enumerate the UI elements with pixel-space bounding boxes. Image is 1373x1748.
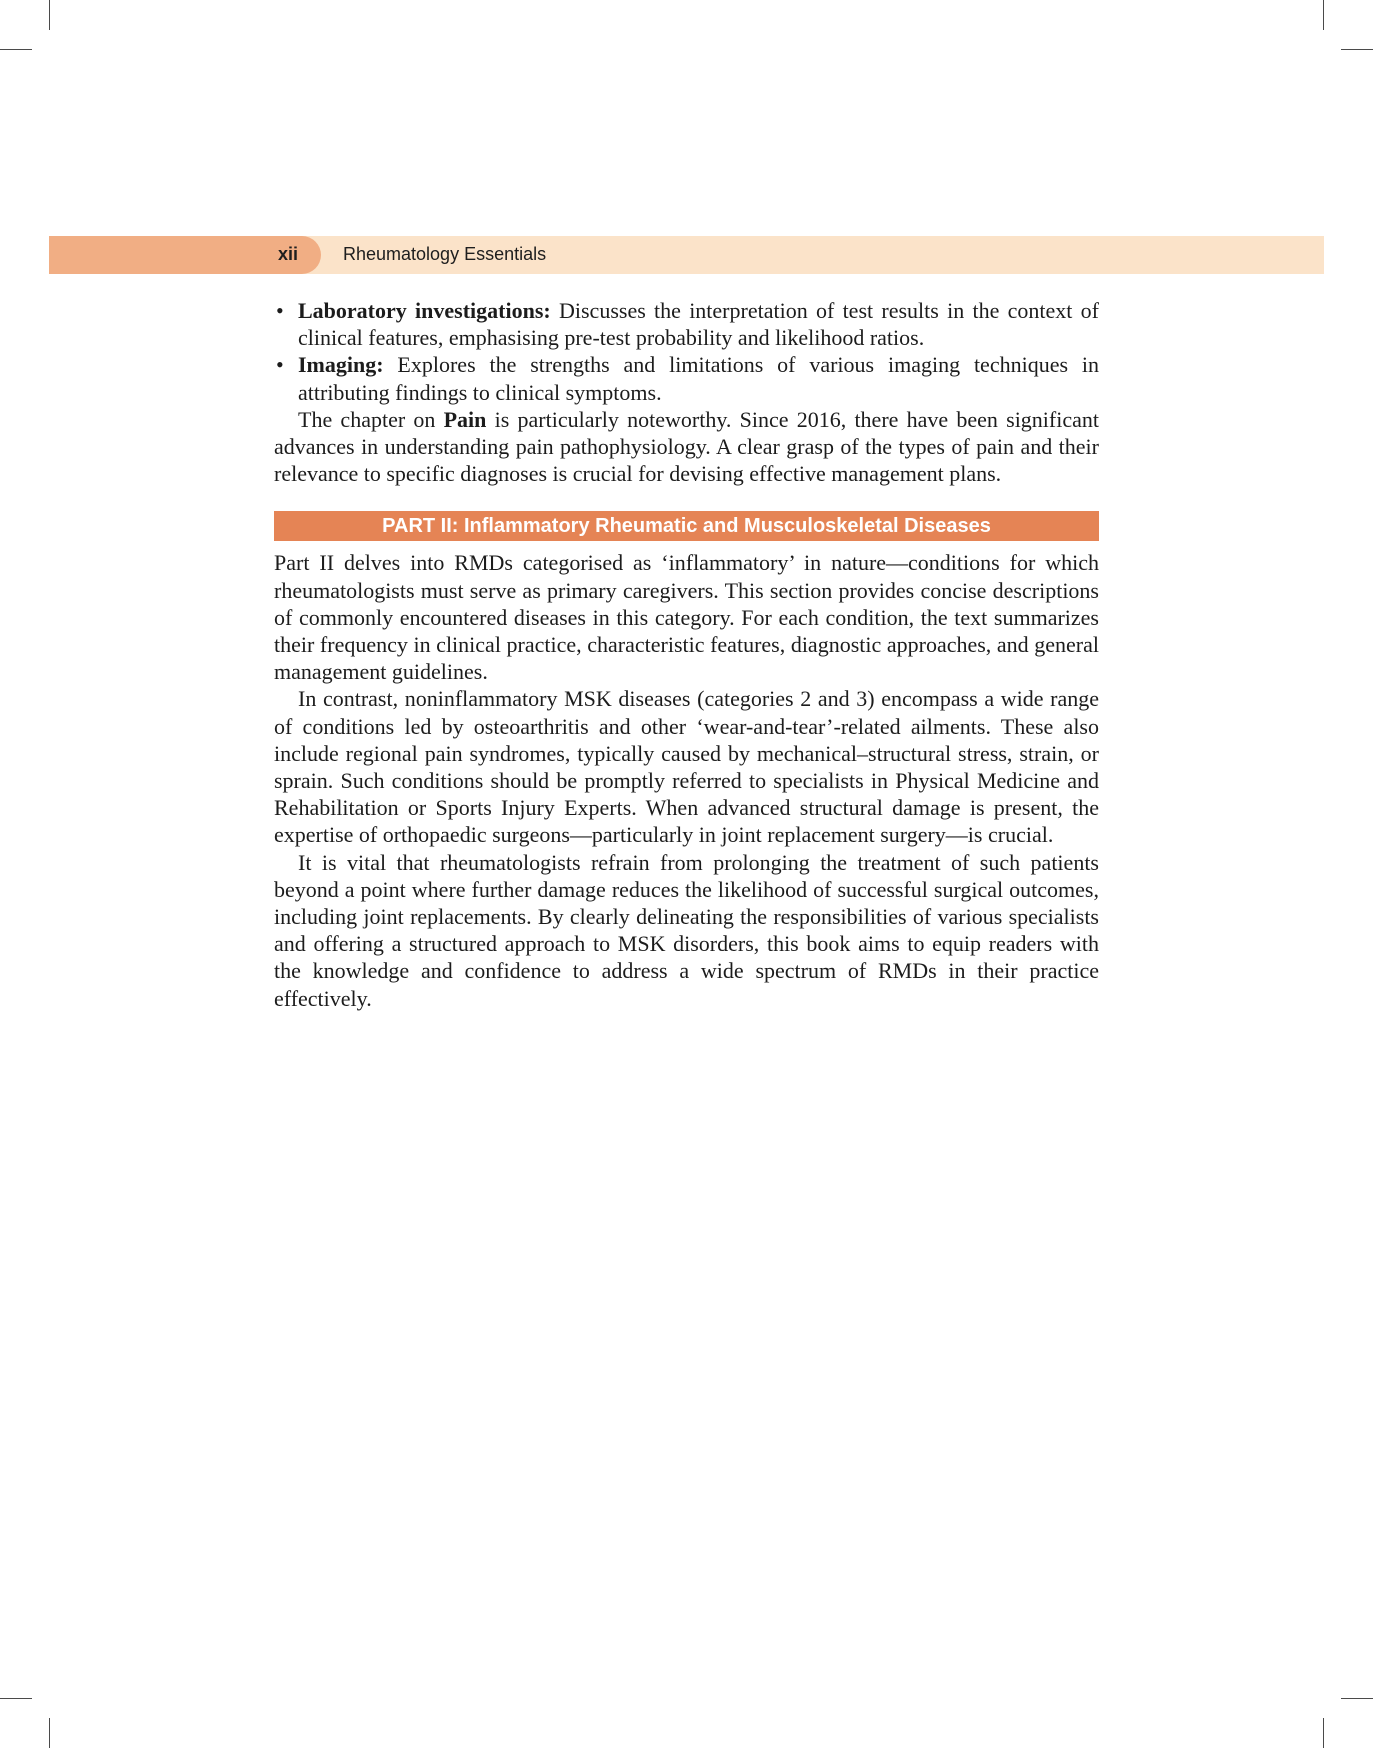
list-item <box>274 351 1099 405</box>
paragraph-text: The chapter on <box>298 406 444 432</box>
bullet-text: Explores the strengths and limitations of various imaging techniques in attributing findings to clinical symptoms. <box>298 352 1099 405</box>
page-body <box>274 297 1099 1012</box>
bullet-list <box>274 297 1099 406</box>
paragraph: Part II delves into RMDs categorised as ‘inflammatory’ in nature—conditions for which rheumatologists must serve as primary caregivers. This section provides concise descriptions of commonly encountered diseases in this category. For each condition, the text summarizes their frequency in clinical practice, characteristic features, diagnostic approaches, and general management guidelines. <box>274 550 1099 685</box>
pain-term: Pain <box>443 406 487 432</box>
pain-paragraph <box>274 406 1099 488</box>
book-title: Rheumatology Essentials <box>343 244 547 264</box>
crop-mark <box>1323 1718 1324 1748</box>
list-item <box>274 297 1099 351</box>
crop-mark <box>1341 1698 1373 1699</box>
section-heading: PART II: Inflammatory Rheumatic and Musculoskeletal Diseases <box>274 511 1099 541</box>
page-number: xii <box>278 244 299 264</box>
bullet-term: Imaging: <box>298 352 384 378</box>
crop-mark <box>1323 0 1324 30</box>
crop-mark <box>49 0 50 30</box>
crop-mark <box>49 1718 50 1748</box>
crop-mark <box>1341 49 1373 50</box>
bullet-term: Laboratory investigations: <box>298 298 551 323</box>
crop-mark <box>0 49 32 50</box>
paragraph: In contrast, noninflammatory MSK diseases (categories 2 and 3) encompass a wide range of conditions led by osteoarthritis and other ‘wear-and-tear’-related ailments. These also include regional pain syndromes, typically caused by mechanical–structural stress, strain, or sprain. Such conditions should be promptly referred to specialists in Physical Medicine and Rehabilitation or Sports Injury Experts. When advanced structural damage is present, the expertise of orthopaedic surgeons—particularly in joint replacement surgery—is crucial. <box>274 686 1099 848</box>
paragraph: It is vital that rheumatologists refrain from prolonging the treatment of such patients beyond a point where further damage reduces the likelihood of successful surgical outcomes, including joint replacements. By clearly delineating the responsibilities of various specialists and offering a structured approach to MSK disorders, this book aims to equip readers with the knowledge and confidence to address a wide spectrum of RMDs in their practice effectively. <box>274 849 1099 1011</box>
bullet-text: Discusses the interpretation of test results in the context of clinical features, emphasising pre-test probability and likelihood ratios. <box>298 298 1099 351</box>
crop-mark <box>0 1698 32 1699</box>
paragraph-text: is particularly noteworthy. Since 2016, there have been significant advances in understanding pain pathophysiology. A clear grasp of the types of pain and their relevance to specific diagnoses is crucial for devising effective management plans. <box>274 406 1099 487</box>
